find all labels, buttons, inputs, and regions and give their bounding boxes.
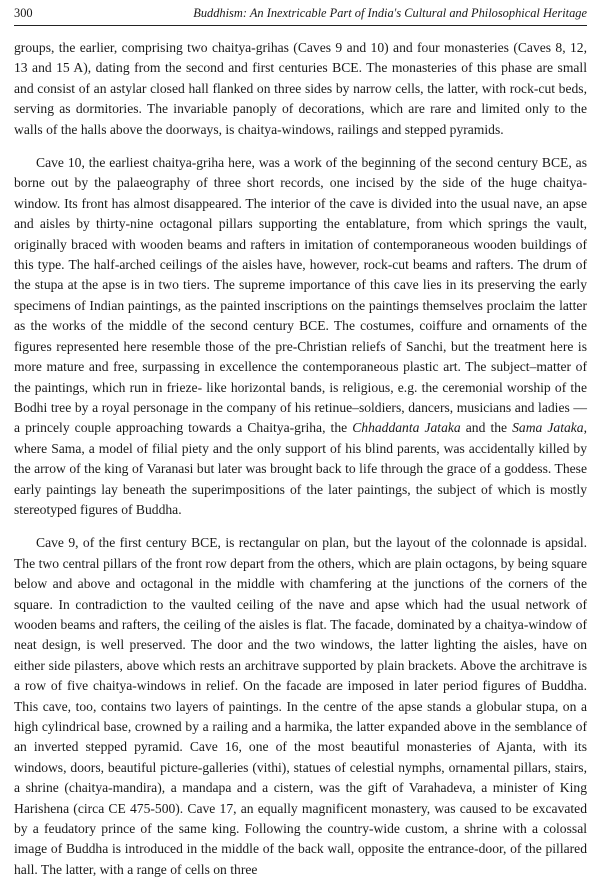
body-text bbox=[14, 38, 587, 880]
running-title: Buddhism: An Inextricable Part of India's Cultural and Philosophical Heritage bbox=[193, 6, 587, 20]
paragraph bbox=[14, 38, 587, 140]
italic-title: Sama Jataka bbox=[512, 420, 584, 436]
text-run: groups, the earlier, comprising two chaitya-grihas (Caves 9 and 10) and four monasteries (Caves 8, 12, 13 and 15 A), dating from the second and first centuries BCE. The monasteries of this phase are small and consist of an astylar closed hall flanked on three sides by narrow cells, the latter, with rock-cut beds, serving as dormitories. The invariable panoply of decorations, which are rare and limited only to the walls of the halls above the doorways, is chaitya-windows, railings and stepped pyramids. bbox=[14, 40, 587, 137]
page-number: 300 bbox=[14, 6, 33, 20]
page-header bbox=[14, 6, 587, 26]
paragraph bbox=[14, 153, 587, 520]
italic-title: Chhaddanta Jataka bbox=[352, 420, 461, 436]
text-run: , where Sama, a model of filial piety and the only support of his blind parents, was accidentally killed by the arrow of the king of Varanasi but later was brought back to life through the grace of a goddess. These early paintings lay beneath the superimpositions of the later paintings, the subject of which is mostly stereotyped figures of Buddha. bbox=[14, 420, 588, 517]
text-run: Cave 10, the earliest chaitya-griha here, was a work of the beginning of the second century BCE, as borne out by the palaeography of three short records, one incised by the side of the huge chaitya- window. Its front has almost disappeared. The interior of the cave is divided into the usual nave, an apse and aisles by thirty-nine octagonal pillars supporting the entablature, from which springs the vault, originally braced with wooden beams and rafters in imitation of contemporaneous wooden buildings of this type. The half-arched ceilings of the aisles have, however, rock-cut beams and rafters. The drum of the stupa at the apse is in two tiers. The supreme importance of this cave lies in its preserving the early specimens of Indian paintings, as the painted inscriptions on the paintings themselves proclaim the latter as the works of the middle of the second century BCE. The costumes, coiffure and ornaments of the figures represented here resemble those of the pre-Christian reliefs of Sanchi, but the treatment here is more mature and free, surpassing in excellence the contemporaneous plastic art. The subject–matter of the paintings, which run in frieze- like horizontal bands, is religious, e.g. the ceremonial worship of the Bodhi tree by a royal personage in the company of his retinue–soldiers, dancers, musicians and ladies — a princely couple approaching towards a Chaitya-griha, the bbox=[14, 155, 587, 436]
text-run: and the bbox=[460, 420, 513, 436]
paragraph bbox=[14, 533, 587, 880]
text-run: Cave 9, of the first century BCE, is rectangular on plan, but the layout of the colonnade is apsidal. The two central pillars of the front row depart from the others, which are plain octagons, by being square below and above and octagonal in the middle with chamfering at the junctions of the corners of the square. In contradiction to the vaulted ceiling of the nave and apse which had the usual network of wooden beams and rafters, the ceiling of the aisles is flat. The facade, dominated by a chaitya-window of neat design, is well preserved. The door and the two windows, the latter lighting the aisles, have on either side pilasters, above which rests an architrave supported by plain brackets. Above the architrave is a row of five chaitya-windows in relief. On the facade are imposed in later period figures of Buddha. This cave, too, contains two layers of paintings. In the centre of the apse stands a globular stupa, on a high cylindrical base, crowned by a railing and a harmika, the latter expanded above in the semblance of an inverted stepped pyramid. Cave 16, one of the most beautiful monasteries of Ajanta, with its windows, doors, beautiful picture-galleries (vithi), statues of celestial nymphs, ornamental pillars, stairs, a shrine (chaitya-mandira), a mandapa and a cistern, was the gift of Varahadeva, a minister of King Harishena (circa CE 475-500). Cave 17, an equally magnificent monastery, was caused to be excavated by a feudatory prince of the same king. Following the country-wide custom, a shrine with a colossal image of Buddha is introduced in the middle of the back wall, opposite the entrance-door, of the pillared hall. The latter, with a range of cells on three bbox=[14, 535, 587, 877]
